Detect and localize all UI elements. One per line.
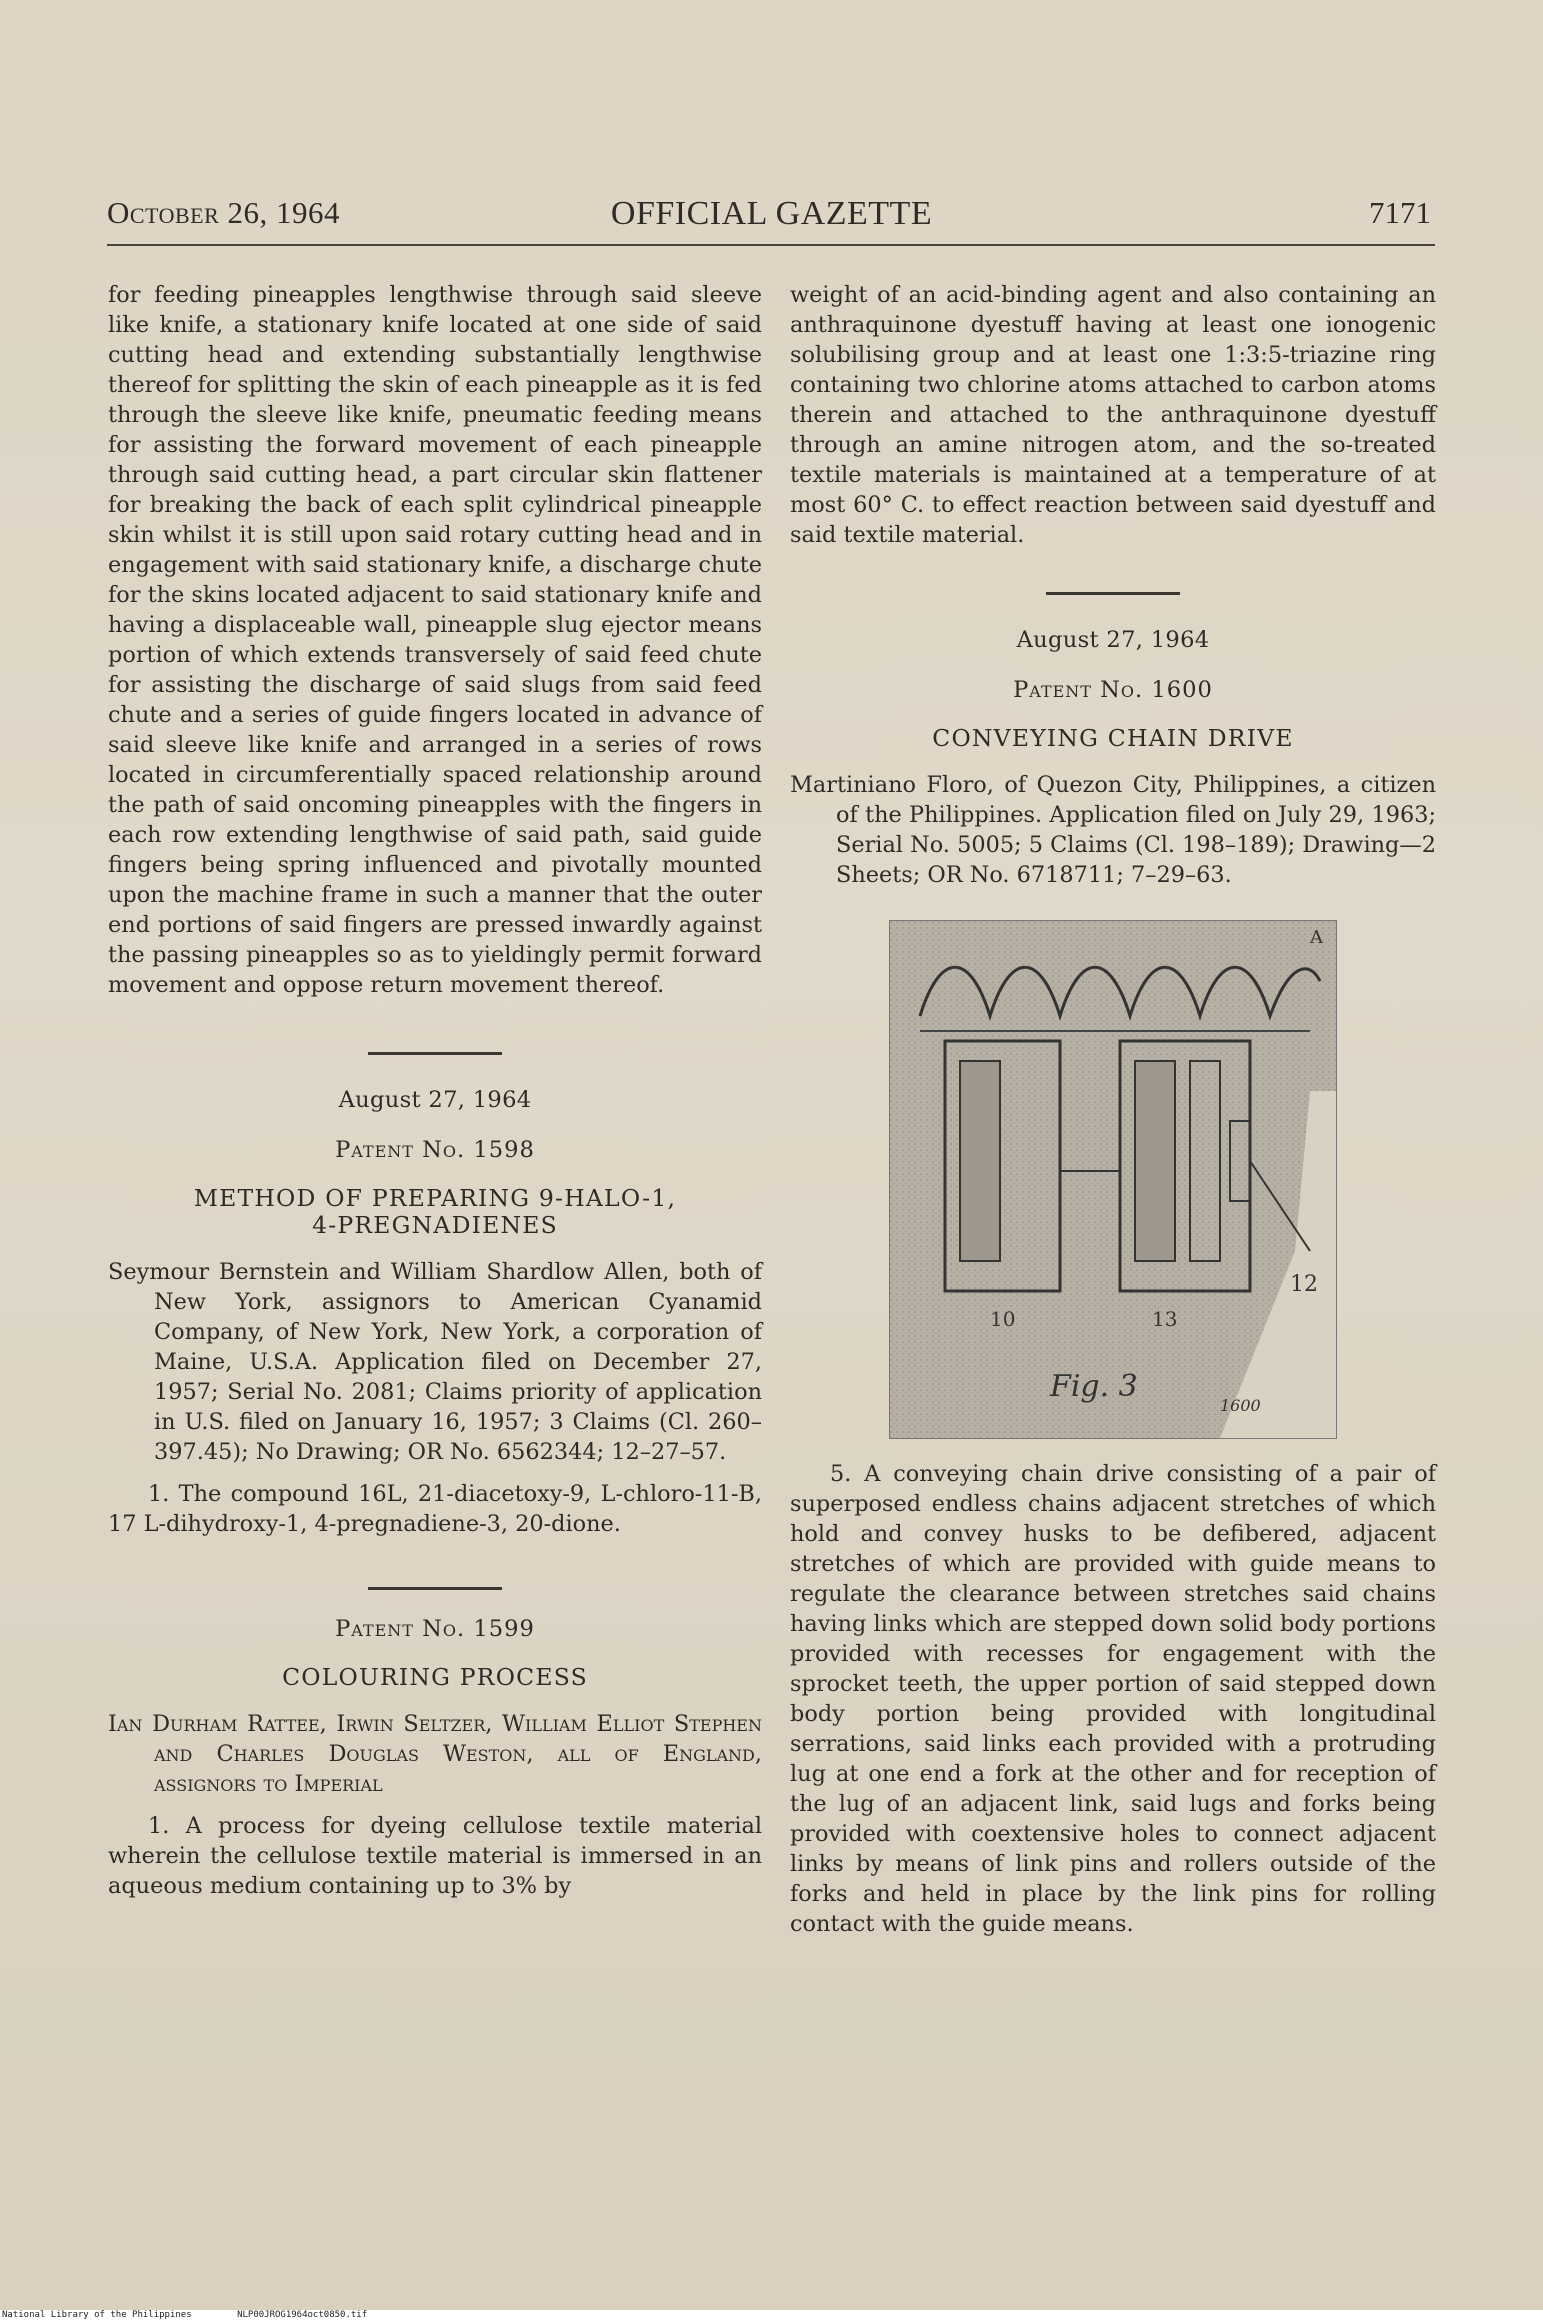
page-number: 7171 <box>1369 195 1431 230</box>
chain-drive-drawing <box>890 921 1336 1438</box>
header-rule <box>107 244 1435 246</box>
patent-title <box>108 1185 762 1239</box>
section-divider <box>368 1587 502 1590</box>
patent-number: Patent No. 1600 <box>1013 677 1213 703</box>
left-column <box>108 280 762 1901</box>
header-date: October 26, 1964 <box>107 195 341 230</box>
patent-claim: 5. A conveying chain drive consisting of a pair of superposed endless chains adjacent stretches of which hold and convey husks to be defibered, adjacent stretches of which are provided with guide means to regulate the clearance between stretches said chains having links which are stepped down solid body portions provided with recesses for engagement with the sprocket teeth, the upper portion of said stepped down body portion being provided with longitudinal serrations, said links each provided with a protruding lug at one end a fork at the other and for reception of the lug of an adjacent link, said lugs and forks being provided with coextensive holes to connect adjacent links by means of link pins and rollers outside of the forks and held in place by the link pins for rolling contact with the guide means. <box>790 1461 1436 1937</box>
patent-number: Patent No. 1599 <box>335 1616 535 1642</box>
scan-footer <box>0 2310 1543 2321</box>
patent-byline: Seymour Bernstein and William Shardlow Allen, both of New York, assignors to American Cyanamid Company, of New York, New York, a corporation of Maine, U.S.A. Application filed on December 27, 1957; Serial No. 2081; Claims priority of application in U.S. filed on January 16, 1957; 3 Claims (Cl. 260–397.45); No Drawing; OR No. 6562344; 12–27–57. <box>108 1259 762 1465</box>
link-pin <box>960 1061 1000 1261</box>
header-title: OFFICIAL GAZETTE <box>610 195 933 232</box>
patent-claim: 1. The compound 16L, 21-diacetoxy-9, L-chloro-11-B, 17 L-dihydroxy-1, 4-pregnadiene-3, 20-dione. <box>108 1481 762 1537</box>
figure-label: Fig. 3 <box>1050 1369 1138 1404</box>
footer-filename: NLP00JROG1964oct0850.tif <box>237 2310 368 2320</box>
patent-drawing <box>889 920 1337 1439</box>
patent-title-line: METHOD OF PREPARING 9-HALO-1, <box>193 1184 677 1212</box>
footer-source: National Library of the Philippines <box>2 2310 192 2320</box>
patent-number: Patent No. 1598 <box>335 1137 535 1163</box>
patent-title: COLOURING PROCESS <box>282 1663 588 1691</box>
continuation-text: weight of an acid-binding agent and also containing an anthraquinone dyestuff having at least one ionogenic solubilising group and at least one 1:3:5-triazine ring containing two chlorine atoms attached to carbon atoms therein and attached to the anthraquinone dyestuff through an amine nitrogen atom, and the so-treated textile materials is maintained at a temperature of at most 60° C. to effect reaction between said dyestuff and said textile material. <box>790 282 1436 548</box>
patent-date: August 27, 1964 <box>338 1087 532 1113</box>
patent-claim: 1. A process for dyeing cellulose textile material wherein the cellulose textile material is immersed in an aqueous medium containing up to 3% by <box>108 1813 762 1899</box>
section-divider <box>368 1052 502 1055</box>
section-divider <box>1046 592 1180 595</box>
ref-label-12: 12 <box>1290 1272 1318 1297</box>
patent-title: CONVEYING CHAIN DRIVE <box>932 724 1294 752</box>
continuation-text: for feeding pineapples lengthwise through said sleeve like knife, a stationary knife located at one side of said cutting head and extending substantially lengthwise thereof for splitting the skin of each pineapple as it is fed through the sleeve like knife, pneumatic feeding means for assisting the forward movement of each pineapple through said cutting head, a part circular skin flattener for breaking the back of each split cylindrical pineapple skin whilst it is still upon said rotary cutting head and in engagement with said stationary knife, a discharge chute for the skins located adjacent to said stationary knife and having a displaceable wall, pineapple slug ejector means portion of which extends transversely of said feed chute for assisting the discharge of said slugs from said feed chute and a series of guide fingers located in advance of said sleeve like knife and arranged in a series of rows located in circumferentially spaced relationship around the path of said oncoming pineapples with the fingers in each row extending lengthwise of said path, said guide fingers being spring influenced and pivotally mounted upon the machine frame in such a manner that the outer end portions of said fingers are pressed inwardly against the passing pineapples so as to yieldingly permit forward movement and oppose return movement thereof. <box>108 282 762 998</box>
right-column <box>790 280 1436 1939</box>
patent-byline: Martiniano Floro, of Quezon City, Philippines, a citizen of the Philippines. Application filed on July 29, 1963; Serial No. 5005; 5 Claims (Cl. 198–189); Drawing—2 Sheets; OR No. 6718711; 7–29–63. <box>790 772 1436 888</box>
ref-label-a: A <box>1310 927 1323 948</box>
patent-byline: Ian Durham Rattee, Irwin Seltzer, William Elliot Stephen and Charles Douglas Weston, all of England, assignors to Imperial <box>108 1711 762 1797</box>
patent-date: August 27, 1964 <box>1016 627 1210 653</box>
ref-label-13: 13 <box>1152 1307 1178 1331</box>
ref-label-10: 10 <box>990 1307 1016 1331</box>
patent-title-line: 4-PREGNADIENES <box>312 1211 558 1239</box>
link-pin <box>1135 1061 1175 1261</box>
figure-number: 1600 <box>1220 1396 1261 1415</box>
